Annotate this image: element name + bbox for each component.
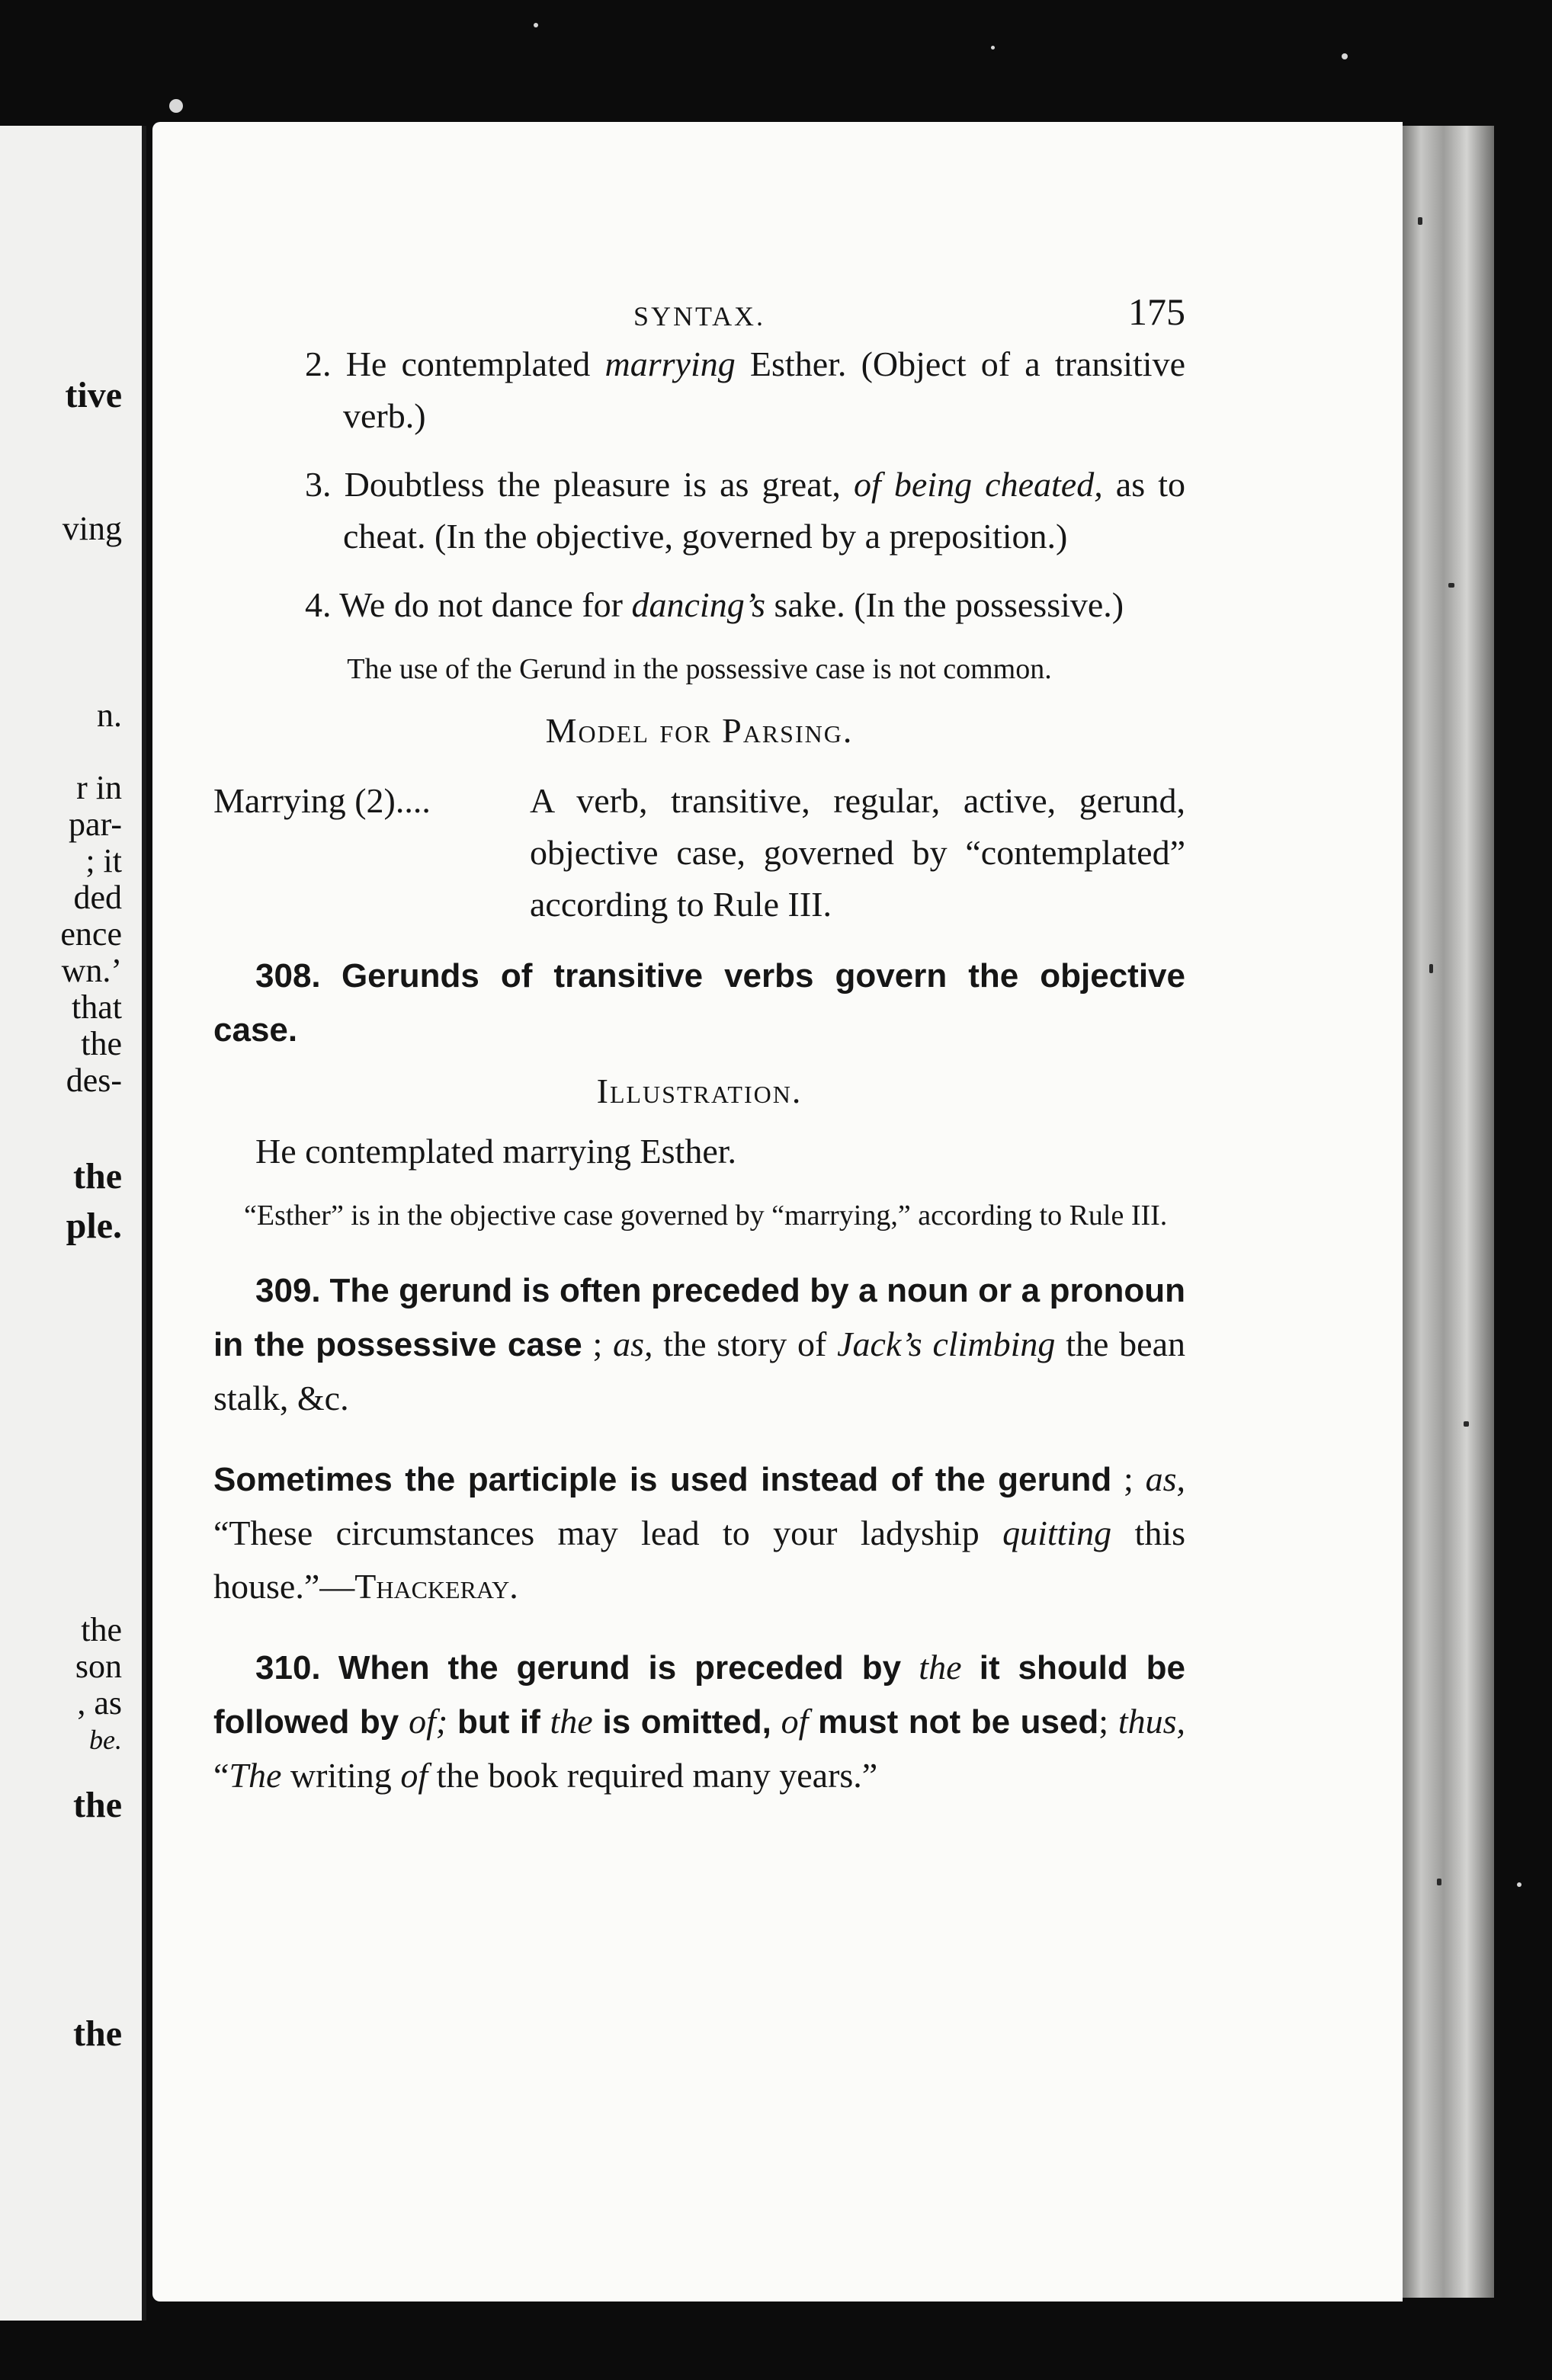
rule-text: Sometimes the participle is used instead of the gerund (213, 1461, 1112, 1498)
example-italic: dancing’s (631, 585, 765, 624)
model-description: A verb, transitive, regular, active, gerund, objective case, governed by “contemplated” according to Rule III. (530, 781, 1185, 924)
edge-speck (1437, 1879, 1441, 1885)
example-text: We do not dance for (339, 585, 632, 624)
example-text: Doubtless the pleasure is as great, (344, 465, 855, 504)
rule-text: Gerunds of transitive verbs govern the objective case. (213, 957, 1185, 1049)
example-number: 4. (305, 585, 332, 624)
rule-italic: the (919, 1648, 962, 1687)
rule-text: must not be used (818, 1703, 1099, 1741)
edge-speck (1429, 964, 1433, 973)
page-content (213, 290, 1185, 1816)
quote-author: Thackeray. (354, 1567, 518, 1606)
rule-309: 309. The gerund is often preceded by a noun or a pronoun in the possessive case ; as, the story of Jack’s climbing the bean stalk, &c. (213, 1272, 1186, 1417)
illustration-heading: Illustration. (596, 1071, 803, 1110)
quote-text: the book required many years.” (428, 1756, 878, 1795)
edge-speck (1418, 217, 1422, 225)
quote-italic: of (400, 1756, 428, 1795)
rule-number: 310. (255, 1649, 321, 1687)
rule-308 (213, 949, 1185, 1057)
left-fragment: be. (89, 1725, 122, 1755)
left-fragment: ence (60, 915, 122, 953)
example-2 (213, 338, 1185, 442)
left-fragment: tive (65, 375, 122, 415)
left-fragment: son (75, 1648, 122, 1685)
as-word: as, (1145, 1459, 1185, 1498)
quote-italic: The (229, 1756, 282, 1795)
left-fragment: the (81, 1025, 122, 1062)
left-fragment: des- (66, 1062, 122, 1099)
illustration-note: “Esther” is in the objective case governed by “marrying,” according to Rule III. (244, 1200, 1168, 1232)
model-term: Marrying (2).... (213, 781, 431, 820)
rule-number: 309. (255, 1272, 321, 1309)
left-fragment: ; it (85, 842, 122, 879)
left-fragment: ded (73, 879, 122, 916)
rule-italic: of; (409, 1702, 448, 1741)
left-fragment: the (73, 1156, 122, 1196)
example-italic: marrying (604, 344, 736, 383)
left-fragment: r in (76, 769, 122, 806)
quote-text: “These circumstances may lead to your ladyship (213, 1514, 1003, 1552)
example-3 (213, 459, 1185, 562)
quote-text: writing (281, 1756, 401, 1795)
running-head-title: SYNTAX. (633, 301, 766, 332)
rule-310: 310. When the gerund is preceded by the it should be followed by of; but if the is omitted, of must not be used; thus, “The writing of the book required many years.” (213, 1648, 1186, 1795)
rule-text: When the gerund is preceded by (338, 1649, 902, 1687)
possessive-note: The use of the Gerund in the possessive case is not common. (347, 653, 1052, 685)
running-head (213, 290, 1185, 338)
example-text: He contemplated (345, 344, 605, 383)
rule-number: 308. (255, 957, 321, 995)
example-number: 2. (305, 344, 332, 383)
rule-text: is omitted, (602, 1703, 771, 1741)
quote-text: this house.”— (213, 1514, 1186, 1606)
example-italic: of being cheated, (854, 465, 1103, 504)
left-fragment: n. (97, 697, 122, 734)
rule-text: but if (457, 1703, 540, 1741)
page-number: 175 (1128, 290, 1185, 333)
left-fragment: the (73, 1785, 122, 1825)
rule-text: it should be followed by (213, 1649, 1186, 1741)
example-text: the bean stalk, &c. (213, 1325, 1186, 1417)
previous-page-edge (0, 126, 146, 2321)
example-text: as to cheat. (In the objective, governed by a preposition.) (343, 465, 1185, 556)
scan-speck (991, 46, 995, 50)
left-fragment: that (72, 988, 122, 1026)
as-word: as, (613, 1325, 653, 1363)
example-4 (213, 579, 1185, 631)
example-italic: Jack’s climbing (837, 1325, 1056, 1363)
left-fragment: ple. (66, 1206, 122, 1246)
scan-speck (1342, 53, 1348, 59)
thus-word: thus, (1118, 1702, 1186, 1741)
edge-speck (1464, 1421, 1469, 1427)
left-fragment: , as (77, 1684, 122, 1722)
left-fragment: the (81, 1611, 122, 1648)
quote-italic: quitting (1002, 1514, 1112, 1552)
left-fragment: ving (62, 510, 122, 547)
page-block-edge (1403, 126, 1494, 2298)
example-number: 3. (305, 465, 332, 504)
quote-text: “ (213, 1756, 229, 1795)
example-text: Esther. (Object of a transitive verb.) (343, 344, 1185, 435)
edge-speck (1448, 583, 1454, 588)
participle-note: Sometimes the participle is used instead of the gerund ; as, “These circumstances may lead to your ladyship quitting this house.”—Thackeray. (213, 1459, 1186, 1606)
example-text: the story of (653, 1325, 838, 1363)
left-fragment: wn.’ (61, 952, 122, 989)
rule-text: The gerund is often preceded by a noun or a pronoun in the possessive case (213, 1272, 1185, 1363)
rule-italic: the (550, 1702, 593, 1741)
model-heading: Model for Parsing. (545, 711, 854, 750)
left-fragment: par- (69, 806, 122, 843)
example-text: sake. (In the possessive.) (765, 585, 1124, 624)
illustration-sentence: He contemplated marrying Esther. (255, 1132, 737, 1171)
scan-speck (534, 23, 538, 27)
rule-italic: of (781, 1702, 809, 1741)
scan-speck (169, 99, 183, 113)
scan-speck (1517, 1882, 1522, 1887)
parsing-model (213, 775, 1185, 931)
left-fragment: the (73, 2013, 122, 2054)
